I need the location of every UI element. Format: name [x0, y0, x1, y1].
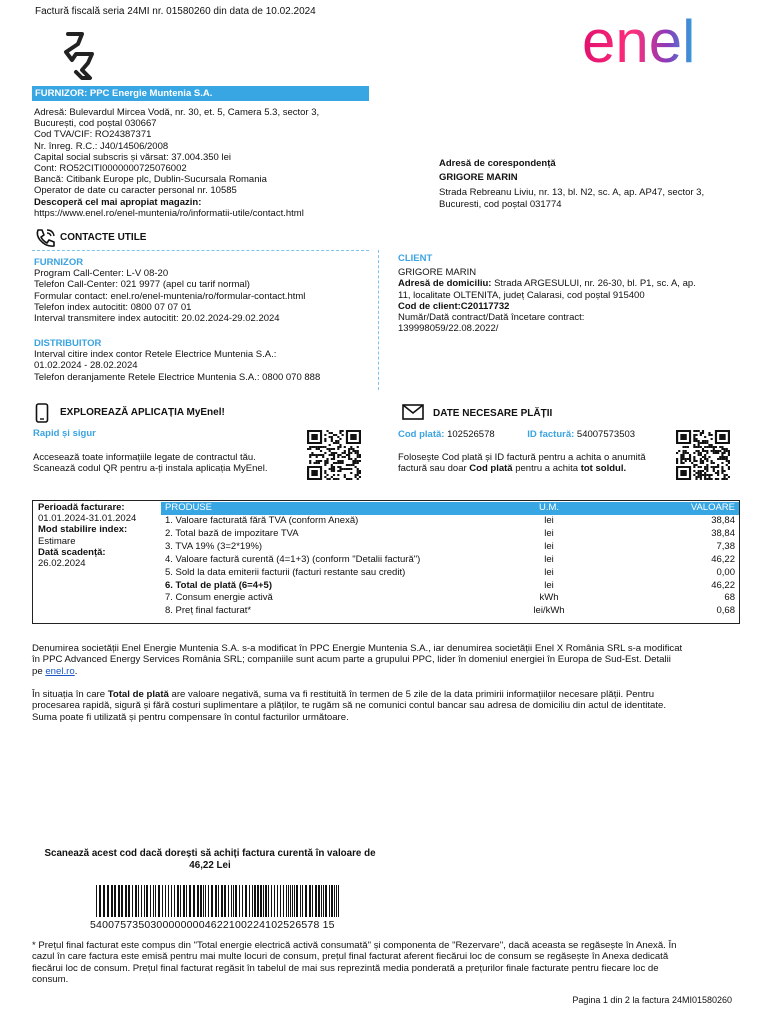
- domicile-address: 11, localitate OLTENITA, județ Calarasi, cod poștal 915400: [398, 289, 645, 301]
- contacts-title: CONTACTE UTILE: [60, 232, 147, 243]
- correspondence-address: Bucuresti, cod poștal 031774: [439, 198, 562, 210]
- due-date-value: 26.02.2024: [38, 558, 86, 570]
- page-footer: Pagina 1 din 2 la factura 24MI01580260: [572, 995, 732, 1005]
- contact-line: 01.02.2024 - 28.02.2024: [34, 360, 138, 372]
- value-cell: 7,38: [716, 540, 735, 552]
- column-header-products: PRODUSE: [161, 502, 519, 515]
- payment-text-line: Folosește Cod plată și ID factură pentru a achita o anumită: [398, 452, 646, 463]
- footnote-line: consum.: [32, 973, 69, 985]
- notice-line: .: [74, 665, 78, 677]
- distribuitor-label: DISTRIBUITOR: [34, 338, 102, 349]
- correspondence-address: Strada Rebreanu Liviu, nr. 13, bl. N2, sc. A, ap. AP47, sector 3,: [439, 187, 705, 199]
- supplier-line: București, cod poștal 030667: [34, 118, 157, 130]
- divider: [32, 250, 369, 251]
- negative-line: procesarea rapidă, sigură și fără costuri suplimentare a plăților, te rugăm să ne comunici contul bancar sau adresa de domiciliu din actul de identitate.: [32, 700, 667, 712]
- unit-cell: lei: [544, 515, 554, 526]
- app-subtitle: Rapid și sigur: [33, 428, 96, 439]
- unit-cell: lei: [544, 540, 554, 552]
- notice-line: Denumirea societății Enel Energie Muntenia S.A. s-a modificat în PPC Energie Muntenia S.A., iar denumirea societății Enel X România SRL s-a modificat: [32, 643, 683, 654]
- contract-label: Număr/Dată contract/Dată încetare contract:: [398, 312, 585, 324]
- discover-store-label: Descoperă cel mai apropiat magazin:: [34, 196, 202, 208]
- furnizor-label: FURNIZOR: [34, 257, 84, 268]
- products-table: [161, 502, 739, 618]
- contact-line: Telefon index autocitit: 0800 07 07 01: [34, 301, 192, 313]
- payment-text: [398, 452, 673, 474]
- table-row: [161, 515, 739, 528]
- client-block: [398, 253, 743, 334]
- lightning-bolt-icon: [58, 30, 104, 82]
- footnote-line: * Prețul final facturat este compus din "Total energie electrică activă consumată" și componenta de "Rezervare", dacă aceasta se regăsește în Anexă. În: [32, 940, 677, 951]
- notice-line: în PPC Advanced Energy Services România SRL; companiile sunt acum parte a grupului PPC, lider în domeniul energiei în Europa de Sud-Est. Detalii: [32, 654, 671, 666]
- id-factura-value: 54007573503: [576, 429, 636, 440]
- mode-value: Estimare: [38, 535, 76, 547]
- id-factura-label: ID factură:: [527, 429, 575, 440]
- app-text: [33, 452, 303, 474]
- distribuitor-contacts: [34, 338, 384, 383]
- negative-line: În situația în care: [32, 689, 108, 700]
- supplier-line: Adresă: Bulevardul Mircea Vodă, nr. 30, et. 5, Camera 5.3, sector 3,: [34, 107, 320, 118]
- payment-text-part: Cod plată: [469, 463, 513, 475]
- barcode-caption-line: 46,22 Lei: [189, 859, 231, 871]
- svg-text:enel: enel: [582, 14, 696, 70]
- contact-form-link[interactable]: Formular contact: enel.ro/enel-muntenia/ro/formular-contact.html: [34, 290, 306, 302]
- correspondence-name: GRIGORE MARIN: [439, 172, 518, 184]
- furnizor-contacts: [34, 257, 384, 324]
- client-label: CLIENT: [398, 253, 433, 264]
- correspondence-block: [439, 158, 739, 210]
- product-label-cell: 8. Preț final facturat*: [165, 605, 252, 617]
- barcode-number: 54007573503000000004622100224102526578 15: [90, 919, 335, 931]
- supplier-line: Nr. înreg. R.C.: J40/14506/2008: [34, 140, 169, 152]
- payment-text-part: pentru a achita: [512, 463, 581, 475]
- table-row: [161, 528, 739, 541]
- company-rename-notice: [32, 643, 742, 677]
- negative-total-notice: [32, 689, 742, 723]
- payment-text-part: tot soldul.: [580, 463, 627, 475]
- value-cell: 38,84: [711, 515, 735, 526]
- payment-barcode[interactable]: [96, 885, 342, 917]
- app-text-line: Accesează toate informațiile legate de contractul tău.: [33, 452, 256, 463]
- value-cell: 0,00: [716, 566, 735, 578]
- phone-icon: [34, 227, 58, 249]
- table-row: [161, 592, 739, 605]
- negative-line: Suma poate fi utilizată și pentru compensare în contul facturilor următoare.: [32, 711, 349, 723]
- contact-line: Program Call-Center: L-V 08-20: [34, 268, 169, 280]
- supplier-line: Capital social subscris și vărsat: 37.004.350 lei: [34, 151, 231, 163]
- product-label-cell: 2. Total bază de impozitare TVA: [165, 527, 299, 539]
- invoice-summary-box: [32, 500, 740, 624]
- contact-line: Interval transmitere index autocitit: 20.02.2024-29.02.2024: [34, 313, 280, 325]
- period-block: [38, 502, 163, 569]
- footnote-line: fiecărui loc de consum. Prețul final facturat regăsit în tabelul de mai sus reprezintă media ponderată a prețurilor finale facturate pentru fiecare loc de: [32, 962, 659, 974]
- correspondence-label: Adresă de corespondență: [439, 158, 556, 169]
- barcode-caption-line: Scanează acest cod dacă dorești să achiți factura curentă în valoare de: [44, 848, 376, 859]
- barcode-caption: [30, 848, 390, 871]
- payment-title: DATE NECESARE PLĂȚII: [433, 408, 553, 419]
- notice-line: pe: [32, 665, 46, 677]
- table-row: [161, 554, 739, 567]
- supplier-details: [34, 107, 374, 219]
- value-cell: 46,22: [711, 553, 735, 565]
- unit-cell: kWh: [539, 592, 559, 604]
- discover-store-url[interactable]: https://www.enel.ro/enel-muntenia/ro/informatii-utile/contact.html: [34, 207, 304, 219]
- envelope-icon: [402, 404, 424, 420]
- contact-line: Interval citire index contor Retele Electrice Muntenia S.A.:: [34, 349, 277, 361]
- contact-line: Telefon Call-Center: 021 9977 (apel cu tarif normal): [34, 279, 250, 291]
- product-label-cell: 4. Valoare factură curentă (4=1+3) (conform "Detalii factură"): [165, 553, 421, 565]
- table-row: [161, 541, 739, 554]
- mode-label: Mod stabilire index:: [38, 524, 128, 536]
- payment-qr-code[interactable]: [676, 430, 730, 480]
- value-cell: 46,22: [711, 579, 735, 591]
- supplier-line: Cod TVA/CIF: RO24387371: [34, 129, 152, 141]
- myenel-qr-code[interactable]: [307, 430, 361, 480]
- unit-cell: lei/kWh: [533, 605, 565, 617]
- value-cell: 38,84: [711, 527, 735, 539]
- negative-line: are valoare negativă, suma va fi restituită în termen de 5 zile de la data primirii informațiilor necesare plății. Pentru: [168, 689, 655, 700]
- unit-cell: lei: [544, 553, 554, 565]
- value-cell: 0,68: [716, 605, 735, 617]
- due-date-label: Dată scadență:: [38, 546, 106, 558]
- product-label-cell: 1. Valoare facturată fără TVA (conform Anexă): [165, 515, 359, 526]
- column-header-value: VALOARE: [579, 502, 739, 515]
- supplier-bar: FURNIZOR: PPC Energie Muntenia S.A.: [32, 86, 369, 101]
- product-label-cell: 6. Total de plată (6=4+5): [165, 579, 273, 591]
- domicile-address: Strada ARGESULUI, nr. 26-30, bl. P1, sc. A, ap.: [491, 278, 696, 290]
- supplier-line: Bancă: Citibank Europe plc, Dublin-Sucursala Romania: [34, 174, 267, 186]
- contact-line: Telefon deranjamente Retele Electrice Muntenia S.A.: 0800 070 888: [34, 371, 321, 383]
- smartphone-icon: [35, 403, 49, 423]
- table-row: [161, 580, 739, 593]
- unit-cell: lei: [544, 566, 554, 578]
- cod-plata-value: 102526578: [447, 429, 495, 440]
- enel-link[interactable]: enel.ro: [45, 665, 75, 677]
- table-row: [161, 567, 739, 580]
- supplier-line: Cont: RO52CITI0000000725076002: [34, 163, 187, 175]
- cod-plata-label: Cod plată:: [398, 429, 445, 440]
- column-header-um: U.M.: [519, 502, 579, 515]
- payment-codes: [398, 429, 635, 440]
- footnote-line: cazul în care factura este emisă pentru mai multe locuri de consum, prețul final facturat aferent fiecărui loc de consum se regăsește în Anexa dedicată: [32, 951, 669, 963]
- footnote: [32, 940, 742, 985]
- payment-text-part: factură sau doar: [398, 463, 470, 475]
- domicile-label: Adresă de domiciliu:: [398, 278, 492, 290]
- client-name: GRIGORE MARIN: [398, 267, 477, 279]
- period-value: 01.01.2024-31.01.2024: [38, 513, 137, 525]
- negative-line: Total de plată: [107, 689, 169, 700]
- enel-logo: [582, 14, 732, 70]
- period-label: Perioadă facturare:: [38, 502, 125, 513]
- unit-cell: lei: [544, 527, 554, 539]
- product-label-cell: 5. Sold la data emiterii facturii (facturi restante sau credit): [165, 566, 406, 578]
- vertical-divider: [378, 250, 379, 390]
- app-text-line: Scanează codul QR pentru a-ți instala aplicația MyEnel.: [33, 463, 268, 475]
- app-title: EXPLOREAZĂ APLICAȚIA MyEnel!: [60, 407, 225, 418]
- product-label-cell: 3. TVA 19% (3=2*19%): [165, 540, 263, 552]
- unit-cell: lei: [544, 579, 554, 591]
- contract-value: 139998059/22.08.2022/: [398, 323, 499, 335]
- products-table-wrap: [161, 502, 739, 618]
- product-label-cell: 7. Consum energie activă: [165, 592, 273, 604]
- client-code: Cod de client:C20117732: [398, 300, 510, 312]
- table-row: [161, 605, 739, 618]
- value-cell: 68: [724, 592, 735, 604]
- table-header-row: [161, 502, 739, 515]
- invoice-title: Factură fiscală seria 24MI nr. 01580260 din data de 10.02.2024: [35, 6, 316, 17]
- supplier-line: Operator de date cu caracter personal nr. 10585: [34, 185, 237, 197]
